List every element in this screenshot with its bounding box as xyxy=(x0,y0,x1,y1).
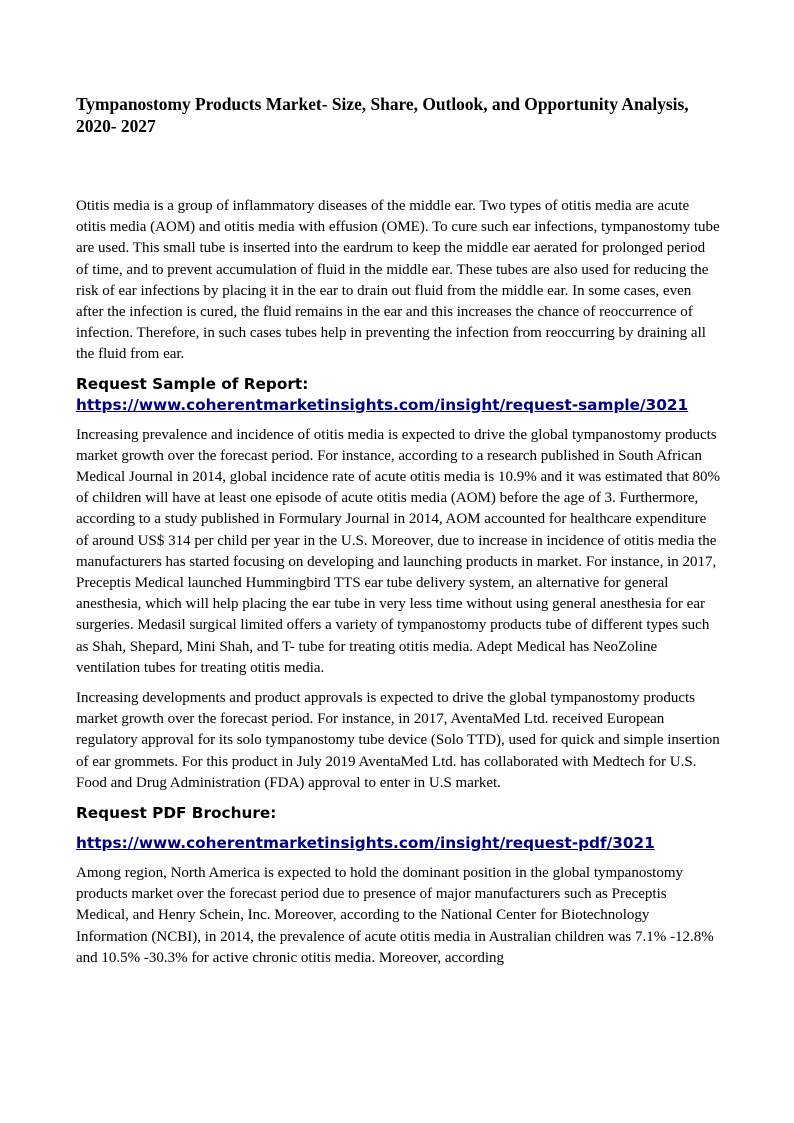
request-pdf-heading: Request PDF Brochure: xyxy=(76,804,277,823)
region-paragraph: Among region, North America is expected to hold the dominant position in the global tympanostomy products market over the forecast period due to presence of major manufacturers such as Preceptis Medical, and Henry Schein, Inc. Moreover, according to the National Center for Biotechnology Information (NCBI), in 2014, the prevalence of acute otitis media in Australian children was 7.1% -12.8% and 10.5% -30.3% for active chronic otitis media. Moreover, according xyxy=(76,865,714,966)
prevalence-paragraph: Increasing prevalence and incidence of otitis media is expected to drive the global tympanostomy products market growth over the forecast period. For instance, according to a research published in South African Medical Journal in 2014, global incidence rate of acute otitis media is 10.9% and it was estimated that 80% of children will have at least one episode of acute otitis media (AOM) before the age of 3. Furthermore, according to a study published in Formulary Journal in 2014, AOM accounted for healthcare expenditure of around US$ 314 per child per year in the U.S. Moreover, due to increase in incidence of otitis media the manufacturers has started focusing on developing and launching products in market. For instance, in 2017, Preceptis Medical launched Hummingbird TTS ear tube delivery system, an alternative for general anesthesia, which will help placing the ear tube in very less time without using general anesthesia for ear surgeries. Medasil surgical limited offers a variety of tympanostomy products tube of different types such as Shah, Shepard, Mini Shah, and T- tube for treating otitis media. Adept Medical has NeoZoline ventilation tubes for treating otitis media. xyxy=(76,426,720,676)
developments-paragraph: Increasing developments and product approvals is expected to drive the global tympanostomy products market growth over the forecast period. For instance, in 2017, AventaMed Ltd. received European regulatory approval for its solo tympanostomy tube device (Solo TTD), used for quick and simple insertion of ear grommets. For this product in July 2019 AventaMed Ltd. has collaborated with Medtech for U.S. Food and Drug Administration (FDA) approval to enter in U.S market. xyxy=(76,690,720,791)
document-page xyxy=(76,93,720,969)
document-title: Tympanostomy Products Market- Size, Share, Outlook, and Opportunity Analysis, 2020- 2027 xyxy=(76,94,689,136)
intro-paragraph: Otitis media is a group of inflammatory diseases of the middle ear. Two types of otitis media are acute otitis media (AOM) and otitis media with effusion (OME). To cure such ear infections, tympanostomy tube are used. This small tube is inserted into the eardrum to keep the middle ear aerated for prolonged period of time, and to prevent accumulation of fluid in the middle ear. These tubes are also used for reducing the risk of ear infections by placing it in the ear to drain out fluid from the middle ear. In some cases, even after the infection is cured, the fluid remains in the ear and this increases the chance of reoccurrence of infection. Therefore, in such cases tubes help in preventing the infection from reoccurring by draining all the fluid from ear. xyxy=(76,198,720,363)
request-sample-link[interactable]: https://www.coherentmarketinsights.com/insight/request-sample/3021 xyxy=(76,395,689,414)
request-sample-heading: Request Sample of Report: xyxy=(76,374,309,393)
request-pdf-link[interactable]: https://www.coherentmarketinsights.com/insight/request-pdf/3021 xyxy=(76,834,655,853)
